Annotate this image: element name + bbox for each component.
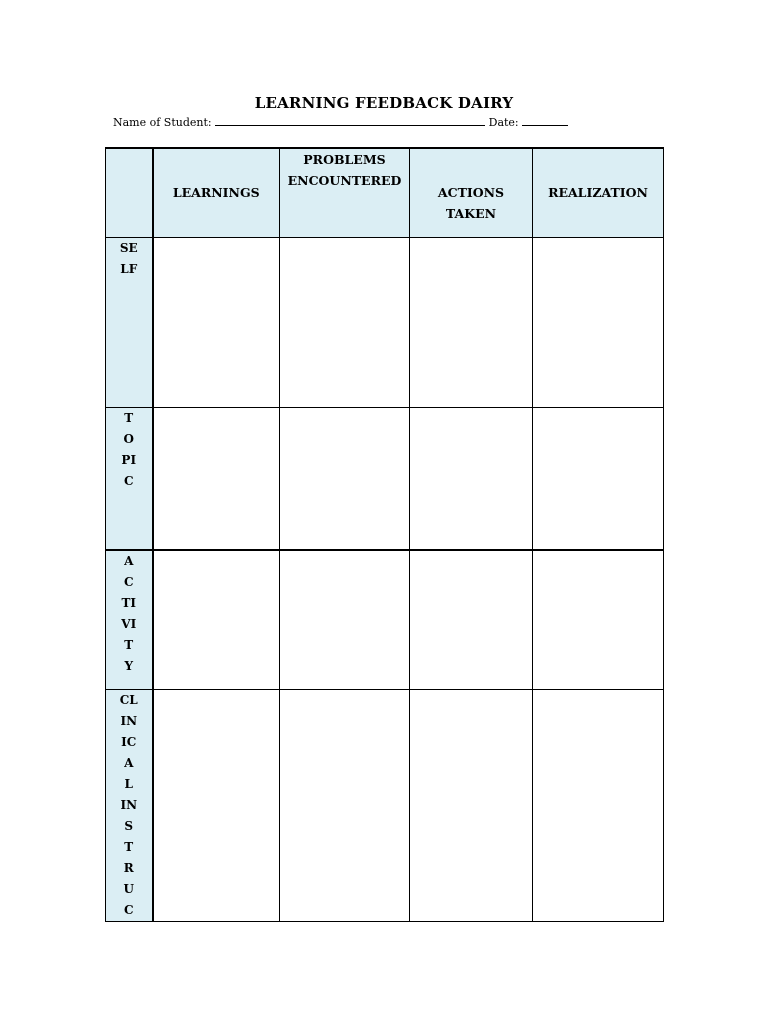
- feedback-table: [105, 147, 664, 922]
- cell-activity-learnings[interactable]: [153, 550, 280, 689]
- student-info-line: [113, 116, 568, 129]
- column-header-realization: REALIZATION: [533, 148, 664, 237]
- cell-self-realization[interactable]: [533, 237, 664, 407]
- table-row-activity: [106, 550, 664, 689]
- cell-self-problems[interactable]: [280, 237, 410, 407]
- row-label-self: SE LF: [106, 237, 153, 407]
- column-header-problems: PROBLEMS ENCOUNTERED: [280, 148, 410, 237]
- cell-clinical-realization[interactable]: [533, 689, 664, 921]
- cell-clinical-actions[interactable]: [410, 689, 533, 921]
- cell-self-actions[interactable]: [410, 237, 533, 407]
- cell-topic-realization[interactable]: [533, 407, 664, 550]
- row-label-topic: T O PI C: [106, 407, 153, 550]
- column-header-learnings: LEARNINGS: [153, 148, 280, 237]
- table-row-self: [106, 237, 664, 407]
- row-label-activity: A C TI VI T Y: [106, 550, 153, 689]
- cell-self-learnings[interactable]: [153, 237, 280, 407]
- cell-clinical-problems[interactable]: [280, 689, 410, 921]
- header-row: [106, 148, 664, 237]
- cell-activity-actions[interactable]: [410, 550, 533, 689]
- cell-topic-learnings[interactable]: [153, 407, 280, 550]
- document-title: LEARNING FEEDBACK DAIRY: [254, 94, 514, 112]
- column-header-actions: ACTIONS TAKEN: [410, 148, 533, 237]
- row-label-clinical: CL IN IC A L IN S T R U C: [106, 689, 153, 921]
- table-row-topic: [106, 407, 664, 550]
- name-blank[interactable]: [215, 116, 485, 126]
- date-label: Date:: [488, 116, 519, 129]
- corner-cell: [106, 148, 153, 237]
- name-label: Name of Student:: [113, 116, 212, 129]
- cell-activity-realization[interactable]: [533, 550, 664, 689]
- date-blank[interactable]: [522, 116, 568, 126]
- cell-topic-problems[interactable]: [280, 407, 410, 550]
- cell-activity-problems[interactable]: [280, 550, 410, 689]
- cell-clinical-learnings[interactable]: [153, 689, 280, 921]
- cell-topic-actions[interactable]: [410, 407, 533, 550]
- table-row-clinical: [106, 689, 664, 921]
